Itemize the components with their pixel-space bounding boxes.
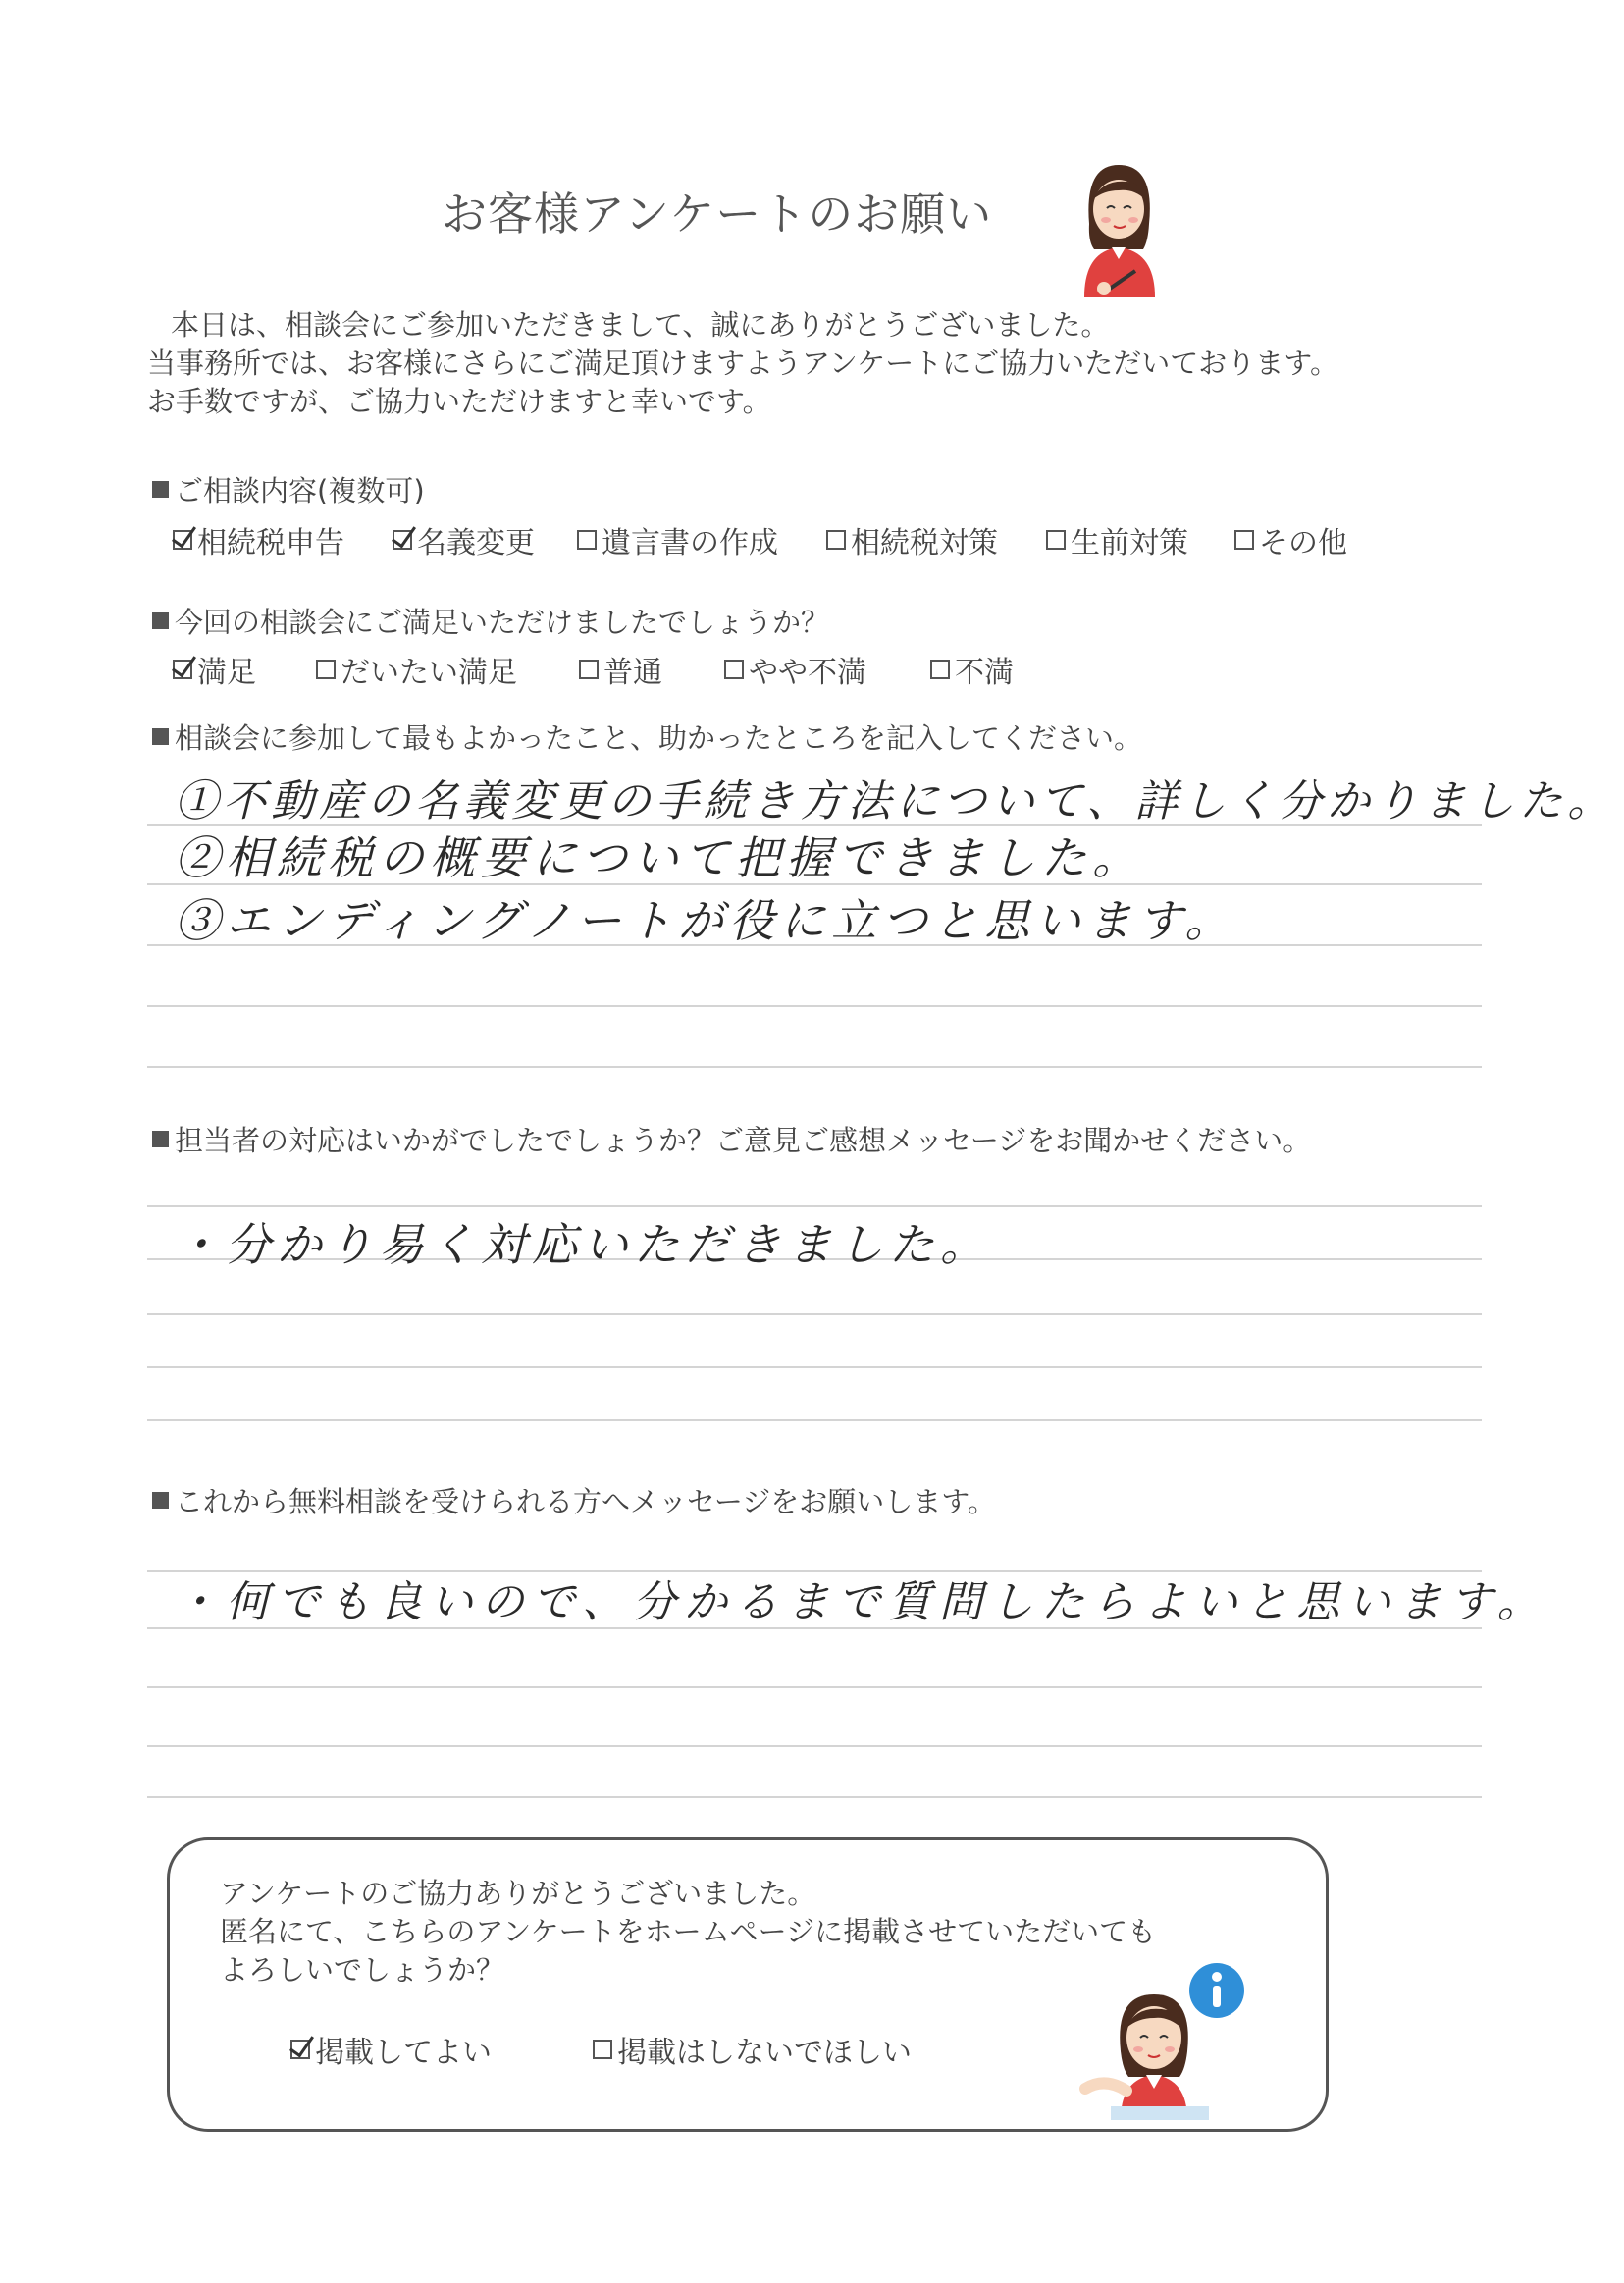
checkbox[interactable]	[579, 660, 599, 679]
q3-heading	[152, 717, 1142, 757]
answer-rule	[147, 1313, 1482, 1315]
q1-option-label: 遺言書の作成	[602, 526, 778, 560]
answer-rule	[147, 1686, 1482, 1688]
q2-option-dissatisfied[interactable]	[930, 648, 1014, 691]
checkbox[interactable]	[1234, 530, 1254, 550]
q2-heading-text: 今回の相談会にご満足いただけましたでしょうか？	[175, 606, 830, 639]
checkbox[interactable]	[316, 660, 336, 679]
intro-line-3: お手数ですが、ご協力いただけますと幸いです。	[147, 385, 771, 418]
q1-option-estate-planning[interactable]	[1046, 518, 1188, 561]
consent-option-label: 掲載してよい	[315, 2036, 492, 2070]
closing-text	[220, 1875, 1156, 1990]
answer-rule	[147, 1205, 1482, 1207]
q5-answer: ・何でも良いので、分かるまで質問したらよいと思います。	[175, 1577, 1548, 1627]
q1-heading	[152, 469, 425, 509]
q2-option-label: やや不満	[749, 656, 866, 690]
checkbox[interactable]	[930, 660, 950, 679]
q2-heading	[152, 601, 829, 641]
checkbox[interactable]	[393, 530, 412, 550]
answer-rule	[147, 1419, 1482, 1421]
consent-option-do-not-publish[interactable]	[593, 2028, 912, 2071]
q2-option-average[interactable]	[579, 648, 662, 691]
q3-answer-1: ①不動産の名義変更の手続き方法について、詳しく分かりました。	[175, 776, 1616, 826]
q2-option-label: 普通	[603, 656, 662, 690]
closing-line-3: よろしいでしょうか？	[220, 1953, 505, 1987]
q1-option-name-change[interactable]	[393, 518, 535, 561]
answer-rule	[147, 1066, 1482, 1068]
q1-option-will[interactable]	[577, 518, 778, 561]
consent-option-label: 掲載はしないでほしい	[617, 2036, 912, 2070]
q4-heading-text: 担当者の対応はいかがでしたでしょうか？ご意見ご感想メッセージをお聞かせください。	[175, 1124, 1312, 1157]
q2-option-label: だいたい満足	[341, 656, 517, 690]
q5-heading-text: これから無料相談を受けられる方へメッセージをお願いします。	[175, 1485, 996, 1518]
q1-option-tax-measures[interactable]	[826, 518, 998, 561]
square-bullet-icon	[152, 1492, 169, 1509]
checkbox[interactable]	[826, 530, 846, 550]
q2-option-somewhat-dissatisfied[interactable]	[724, 648, 866, 691]
intro-line-2: 当事務所では、お客様にさらにご満足頂けますようアンケートにご協力いただいております。	[147, 346, 1338, 380]
page-title: お客様アンケートのお願い	[442, 187, 993, 240]
square-bullet-icon	[152, 612, 169, 629]
answer-rule	[147, 1745, 1482, 1747]
q1-option-label: 相続税申告	[197, 526, 344, 560]
q1-option-other[interactable]	[1234, 518, 1347, 561]
q1-option-label: 生前対策	[1071, 526, 1188, 560]
woman-with-pen-illustration	[1065, 155, 1173, 297]
checkbox[interactable]	[173, 660, 192, 679]
checkbox[interactable]	[290, 2040, 310, 2059]
closing-line-1: アンケートのご協力ありがとうございました。	[220, 1877, 816, 1910]
q3-answer-3: ③エンディングノートが役に立つと思います。	[175, 894, 1236, 947]
q1-heading-text: ご相談内容(複数可)	[175, 474, 425, 507]
q2-option-label: 満足	[197, 656, 256, 690]
woman-info-illustration	[1075, 1953, 1252, 2120]
checkbox[interactable]	[173, 530, 192, 550]
answer-rule	[147, 1005, 1482, 1007]
q1-option-label: 名義変更	[417, 526, 535, 560]
square-bullet-icon	[152, 481, 169, 498]
square-bullet-icon	[152, 1131, 169, 1147]
intro-line-1: 本日は、相談会にご参加いただきまして、誠にありがとうございました。	[171, 308, 1110, 342]
checkbox[interactable]	[724, 660, 744, 679]
checkbox[interactable]	[577, 530, 597, 550]
q4-answer: ・分かり易く対応いただきました。	[175, 1218, 991, 1271]
q1-option-inheritance-tax-return[interactable]	[173, 518, 344, 561]
checkbox[interactable]	[593, 2040, 612, 2059]
checkbox[interactable]	[1046, 530, 1066, 550]
q3-answer-2: ②相続税の概要について把握できました。	[175, 831, 1144, 884]
answer-rule	[147, 1796, 1482, 1798]
q2-option-mostly-satisfied[interactable]	[316, 648, 517, 691]
q2-option-satisfied[interactable]	[173, 648, 256, 691]
q5-heading	[152, 1480, 996, 1520]
q3-heading-text: 相談会に参加して最もよかったこと、助かったところを記入してください。	[175, 721, 1143, 755]
q1-option-label: その他	[1259, 526, 1347, 560]
answer-rule	[147, 1366, 1482, 1368]
square-bullet-icon	[152, 728, 169, 745]
closing-line-2: 匿名にて、こちらのアンケートをホームページに掲載させていただいても	[220, 1915, 1157, 1948]
intro-text	[147, 306, 1338, 421]
q2-option-label: 不満	[955, 656, 1014, 690]
q4-heading	[152, 1119, 1311, 1159]
q1-option-label: 相続税対策	[851, 526, 998, 560]
consent-option-publish-ok[interactable]	[290, 2028, 492, 2071]
